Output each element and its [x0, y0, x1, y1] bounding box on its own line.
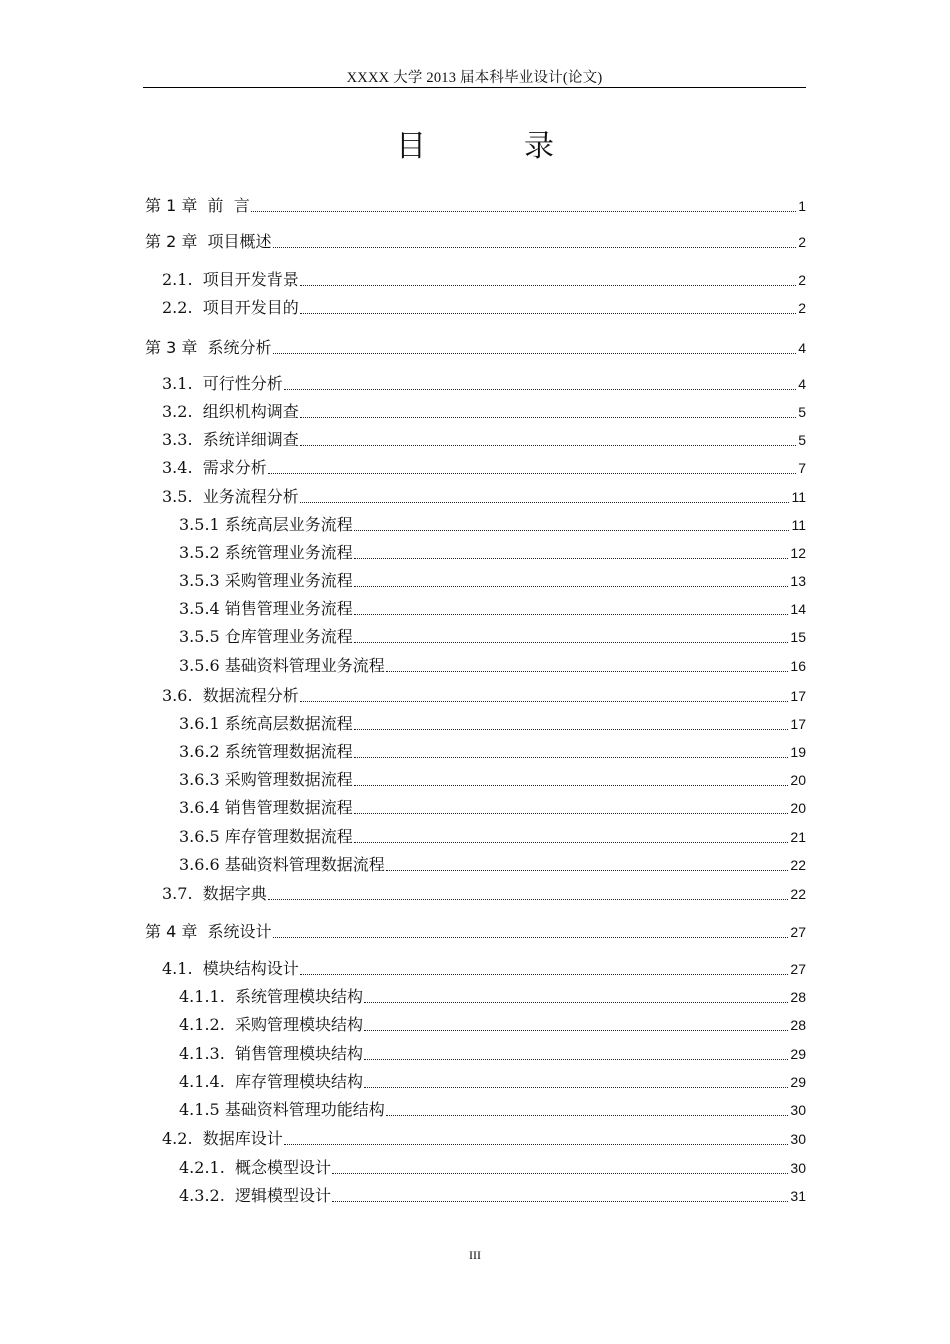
toc-dot-leader: [364, 1030, 788, 1031]
toc-entry-title: 模块结构设计: [202, 959, 299, 978]
toc-dot-leader: [354, 530, 790, 531]
toc-section-entry[interactable]: [162, 429, 806, 451]
toc-page-number: 5: [798, 432, 806, 448]
toc-section-entry[interactable]: [162, 685, 806, 707]
toc-entry-title: 库存管理模块结构: [234, 1072, 363, 1091]
toc-entry-number: 2.1.: [162, 270, 203, 289]
toc-page-number: 11: [791, 517, 806, 533]
toc-dot-leader: [284, 1144, 789, 1145]
toc-dot-leader: [300, 417, 796, 418]
toc-entry-number: 第 4 章: [145, 922, 208, 941]
toc-page-number: 2: [798, 272, 806, 288]
toc-entry-number: 4.3.2.: [179, 1186, 235, 1205]
toc-page-number: 21: [790, 829, 806, 845]
toc-subsection-entry[interactable]: [179, 769, 806, 791]
toc-entry-number: 3.6.6: [179, 855, 225, 874]
toc-page-number: 29: [790, 1074, 806, 1090]
toc-chapter-entry[interactable]: [145, 337, 806, 359]
toc-page-number: 20: [790, 772, 806, 788]
toc-subsection-entry[interactable]: [179, 1014, 806, 1036]
toc-subsection-entry[interactable]: [179, 986, 806, 1008]
toc-chapter-entry[interactable]: [145, 231, 806, 253]
toc-page-number: 27: [790, 961, 806, 977]
toc-entry-number: 3.6.3: [179, 770, 225, 789]
toc-entry-title: 逻辑模型设计: [234, 1186, 331, 1205]
toc-entry-number: 4.1.2.: [179, 1015, 235, 1034]
toc-entry-title: 销售管理数据流程: [224, 798, 353, 817]
toc-entry-number: 3.5.2: [179, 543, 225, 562]
toc-chapter-entry[interactable]: [145, 195, 806, 217]
toc-entry-title: 数据字典: [202, 884, 267, 903]
toc-subsection-entry[interactable]: [179, 655, 806, 677]
toc-entry-number: 3.2.: [162, 402, 203, 421]
toc-page-number: 4: [798, 340, 806, 356]
toc-page-number: 28: [790, 1017, 806, 1033]
toc-entry-number: 3.6.5: [179, 827, 225, 846]
toc-entry-number: 3.7.: [162, 884, 203, 903]
toc-entry-title: 采购管理业务流程: [224, 571, 353, 590]
toc-entry-number: 2.2.: [162, 298, 203, 317]
toc-page-number: 19: [790, 744, 806, 760]
toc-entry-title: 业务流程分析: [202, 487, 299, 506]
toc-page-number: 12: [790, 545, 806, 561]
toc-dot-leader: [300, 974, 789, 975]
toc-entry-title: 概念模型设计: [234, 1158, 331, 1177]
toc-entry-title: 基础资料管理功能结构: [224, 1100, 385, 1119]
toc-subsection-entry[interactable]: [179, 713, 806, 735]
toc-page-number: 4: [798, 376, 806, 392]
toc-dot-leader: [268, 899, 789, 900]
toc-entry-number: 3.5.3: [179, 571, 225, 590]
toc-entry-title: 项目开发目的: [202, 298, 299, 317]
toc-subsection-entry[interactable]: [179, 1185, 806, 1207]
toc-page-number: 27: [790, 924, 806, 940]
toc-entry-title: 销售管理业务流程: [224, 599, 353, 618]
toc-entry-number: 4.1.: [162, 959, 203, 978]
toc-subsection-entry[interactable]: [179, 570, 806, 592]
toc-dot-leader: [273, 247, 796, 248]
toc-entry-title: 采购管理模块结构: [234, 1015, 363, 1034]
toc-dot-leader: [354, 614, 789, 615]
toc-entry-number: 第 1 章: [145, 196, 208, 215]
toc-dot-leader: [300, 445, 796, 446]
toc-page-number: 5: [798, 404, 806, 420]
toc-entry-title: 系统高层业务流程: [224, 515, 353, 534]
toc-page-number: 11: [791, 489, 806, 505]
toc-entry-number: 4.1.3.: [179, 1044, 235, 1063]
toc-dot-leader: [386, 671, 789, 672]
toc-subsection-entry[interactable]: [179, 542, 806, 564]
toc-dot-leader: [364, 1059, 788, 1060]
toc-entry-title: 系统高层数据流程: [224, 714, 353, 733]
toc-dot-leader: [354, 642, 789, 643]
toc-dot-leader: [354, 842, 789, 843]
toc-dot-leader: [354, 813, 789, 814]
toc-entry-number: 3.5.5: [179, 627, 225, 646]
toc-page-number: 30: [790, 1131, 806, 1147]
toc-page-number: 29: [790, 1046, 806, 1062]
toc-section-entry[interactable]: [162, 486, 806, 508]
toc-dot-leader: [354, 729, 789, 730]
toc-entry-title: 系统分析: [207, 338, 272, 357]
toc-entry-number: 3.1.: [162, 374, 203, 393]
toc-page-number: 14: [790, 601, 806, 617]
toc-entry-number: 第 2 章: [145, 232, 208, 251]
toc-page-number: 17: [790, 716, 806, 732]
toc-dot-leader: [354, 785, 789, 786]
toc-entry-title: 库存管理数据流程: [224, 827, 353, 846]
toc-entry-number: 3.5.4: [179, 599, 225, 618]
toc-subsection-entry[interactable]: [179, 1043, 806, 1065]
toc-section-entry[interactable]: [162, 958, 806, 980]
toc-entry-number: 3.6.: [162, 686, 203, 705]
toc-entry-title: 可行性分析: [202, 374, 283, 393]
toc-section-entry[interactable]: [162, 457, 806, 479]
toc-dot-leader: [284, 389, 796, 390]
toc-dot-leader: [273, 937, 789, 938]
toc-entry-title: 系统管理数据流程: [224, 742, 353, 761]
toc-page-number: 7: [798, 460, 806, 476]
toc-dot-leader: [251, 211, 796, 212]
toc-page-number: 2: [798, 300, 806, 316]
toc-entry-number: 第 3 章: [145, 338, 208, 357]
toc-title: 目 录: [396, 129, 588, 164]
toc-page-number: 22: [790, 857, 806, 873]
toc-subsection-entry[interactable]: [179, 826, 806, 848]
toc-page-number: 15: [790, 629, 806, 645]
toc-subsection-entry[interactable]: [179, 1099, 806, 1121]
toc-entry-number: 4.2.: [162, 1129, 203, 1148]
toc-entry-number: 3.6.1: [179, 714, 225, 733]
toc-dot-leader: [300, 701, 789, 702]
toc-page-number: 31: [790, 1188, 806, 1204]
page-number: III: [469, 1248, 481, 1262]
toc-section-entry[interactable]: [162, 297, 806, 319]
toc-entry-title: 系统管理业务流程: [224, 543, 353, 562]
toc-entry-number: 4.1.5: [179, 1100, 225, 1119]
toc-dot-leader: [268, 473, 796, 474]
toc-dot-leader: [364, 1002, 788, 1003]
toc-dot-leader: [386, 1115, 789, 1116]
toc-entry-title: 采购管理数据流程: [224, 770, 353, 789]
toc-entry-number: 3.4.: [162, 458, 203, 477]
toc-dot-leader: [354, 757, 789, 758]
toc-entry-title: 数据库设计: [202, 1129, 283, 1148]
toc-dot-leader: [300, 285, 796, 286]
toc-page-number: 22: [790, 886, 806, 902]
toc-entry-title: 数据流程分析: [202, 686, 299, 705]
toc-entry-title: 系统详细调查: [202, 430, 299, 449]
toc-section-entry[interactable]: [162, 883, 806, 905]
toc-entry-number: 4.1.4.: [179, 1072, 235, 1091]
toc-page-number: 13: [790, 573, 806, 589]
toc-entry-number: 4.2.1.: [179, 1158, 235, 1177]
toc-subsection-entry[interactable]: [179, 854, 806, 876]
toc-section-entry[interactable]: [162, 269, 806, 291]
toc-entry-number: 3.5.: [162, 487, 203, 506]
toc-page-number: 30: [790, 1102, 806, 1118]
toc-dot-leader: [386, 870, 789, 871]
toc-entry-title: 组织机构调查: [202, 402, 299, 421]
toc-entry-title: 项目概述: [207, 232, 272, 251]
toc-page-number: 2: [798, 234, 806, 250]
toc-page-number: 30: [790, 1160, 806, 1176]
toc-page-number: 28: [790, 989, 806, 1005]
toc-entry-number: 3.6.2: [179, 742, 225, 761]
toc-dot-leader: [332, 1173, 788, 1174]
toc-dot-leader: [354, 558, 789, 559]
toc-subsection-entry[interactable]: [179, 514, 806, 536]
toc-subsection-entry[interactable]: [179, 1157, 806, 1179]
toc-subsection-entry[interactable]: [179, 741, 806, 763]
toc-entry-title: 需求分析: [202, 458, 267, 477]
toc-page-number: 16: [790, 658, 806, 674]
toc-entry-title: 系统管理模块结构: [234, 987, 363, 1006]
toc-entry-title: 项目开发背景: [202, 270, 299, 289]
toc-dot-leader: [273, 353, 796, 354]
toc-dot-leader: [354, 586, 789, 587]
toc-entry-title: 销售管理模块结构: [234, 1044, 363, 1063]
toc-chapter-entry[interactable]: [145, 921, 806, 943]
toc-page-number: 17: [790, 688, 806, 704]
toc-section-entry[interactable]: [162, 401, 806, 423]
toc-dot-leader: [300, 502, 790, 503]
toc-dot-leader: [364, 1087, 788, 1088]
toc-entry-title: 基础资料管理业务流程: [224, 656, 385, 675]
toc-entry-title: 基础资料管理数据流程: [224, 855, 385, 874]
toc-entry-title: 前 言: [207, 196, 250, 215]
toc-page-number: 20: [790, 800, 806, 816]
running-header: XXXX 大学 2013 届本科毕业设计(论文): [346, 70, 603, 86]
toc-dot-leader: [300, 313, 796, 314]
toc-entry-number: 3.3.: [162, 430, 203, 449]
toc-subsection-entry[interactable]: [179, 797, 806, 819]
toc-entry-title: 系统设计: [207, 922, 272, 941]
toc-entry-number: 3.5.1: [179, 515, 225, 534]
toc-page-number: 1: [798, 198, 806, 214]
toc-subsection-entry[interactable]: [179, 1071, 806, 1093]
toc-entry-number: 4.1.1.: [179, 987, 235, 1006]
toc-entry-title: 仓库管理业务流程: [224, 627, 353, 646]
toc-section-entry[interactable]: [162, 1128, 806, 1150]
toc-section-entry[interactable]: [162, 373, 806, 395]
toc-subsection-entry[interactable]: [179, 626, 806, 648]
toc-dot-leader: [332, 1201, 788, 1202]
toc-subsection-entry[interactable]: [179, 598, 806, 620]
toc-entry-number: 3.5.6: [179, 656, 225, 675]
toc-entry-number: 3.6.4: [179, 798, 225, 817]
